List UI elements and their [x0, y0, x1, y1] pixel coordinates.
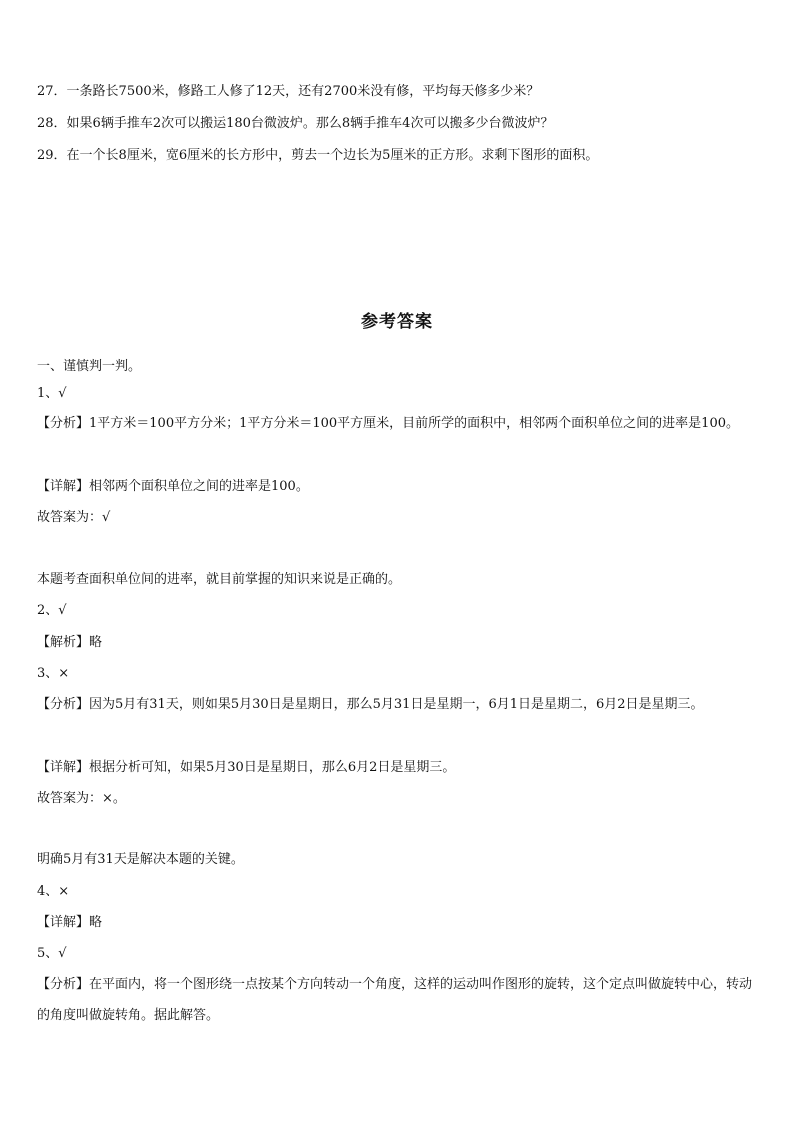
answer-5-analysis: 【分析】在平面内，将一个图形绕一点按某个方向转动一个角度，这样的运动叫作图形的旋转，这个定点叫做旋转中心，转动的角度叫做旋转角。据此解答。	[37, 977, 753, 1023]
answer-4-detail: 【详解】略	[37, 915, 103, 930]
answer-3-note: 明确5月有31天是解决本题的关键。	[37, 852, 244, 867]
answer-5-mark: 5、√	[37, 946, 67, 961]
answer-1-detail: 【详解】相邻两个面积单位之间的进率是100。	[37, 479, 309, 494]
answer-1-note: 本题考查面积单位间的进率，就目前掌握的知识来说是正确的。	[37, 572, 402, 587]
answer-2-analysis: 【解析】略	[37, 635, 103, 650]
answer-3-answer: 故答案为：×。	[37, 791, 126, 806]
answers-title: 参考答案	[361, 312, 433, 332]
question-29: 29．在一个长8厘米，宽6厘米的长方形中，剪去一个边长为5厘米的正方形。求剩下图形的面积。	[37, 148, 599, 163]
answer-3-analysis: 【分析】因为5月有31天，则如果5月30日是星期日，那么5月31日是星期一，6月1日是星期二，6月2日是星期三。	[37, 697, 704, 712]
answer-3-mark: 3、×	[37, 666, 70, 681]
answer-2-mark: 2、√	[37, 603, 67, 618]
answer-1-analysis: 【分析】1平方米＝100平方分米；1平方分米＝100平方厘米，目前所学的面积中，相邻两个面积单位之间的进率是100。	[37, 416, 739, 431]
section-heading: 一、谨慎判一判。	[37, 359, 142, 374]
answer-4-mark: 4、×	[37, 884, 70, 899]
question-27: 27．一条路长7500米，修路工人修了12天，还有2700米没有修，平均每天修多少米？	[37, 84, 540, 99]
answer-1-mark: 1、√	[37, 386, 67, 401]
question-28: 28．如果6辆手推车2次可以搬运180台微波炉。那么8辆手推车4次可以搬多少台微波炉？	[37, 116, 554, 131]
answer-3-detail: 【详解】根据分析可知，如果5月30日是星期日，那么6月2日是星期三。	[37, 760, 456, 775]
answer-1-answer: 故答案为：√	[37, 510, 111, 525]
